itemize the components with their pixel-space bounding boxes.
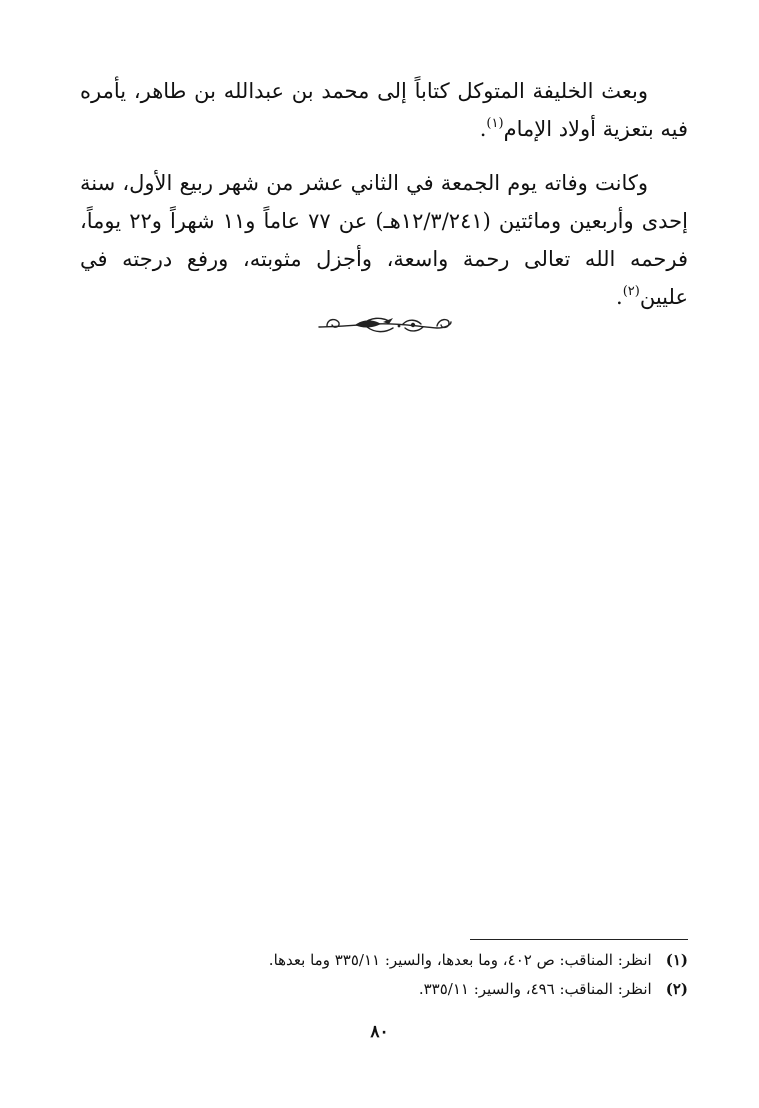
floral-divider-icon — [315, 312, 455, 338]
paragraph-2-end: . — [616, 285, 623, 309]
paragraph-2-text: وكانت وفاته يوم الجمعة في الثاني عشر من شهر ربيع الأول، سنة إحدى وأربعين ومائتين (١٢/٣/٢٤١هـ) عن ٧٧ عاماً و١١ شهراً و٢٢ يوماً، فرحمه الله تعالى رحمة واسعة، وأجزل مثوبته، ورفع درجته في عليين — [80, 171, 688, 309]
footnotes — [80, 946, 688, 1004]
paragraph-condolence — [80, 72, 688, 148]
footnote-1-text: انظر: المناقب: ص ٤٠٢، وما بعدها، والسير: ٣٣٥/١١ وما بعدها. — [268, 951, 652, 969]
footnote-1-number: (١) — [665, 951, 688, 969]
footnote-2-text: انظر: المناقب: ٤٩٦، والسير: ٣٣٥/١١. — [418, 980, 652, 998]
footnote-reference-1[interactable]: (١) — [486, 116, 504, 131]
footnote-separator — [470, 939, 688, 940]
paragraph-1-text: وبعث الخليفة المتوكل كتاباً إلى محمد بن عبدالله بن طاهر، يأمره فيه بتعزية أولاد الإمام — [80, 79, 688, 141]
footnote-2 — [80, 975, 688, 1004]
paragraph-death-date — [80, 164, 688, 316]
footnote-reference-2[interactable]: (٢) — [622, 284, 640, 299]
page-number: ٨٠ — [370, 1022, 389, 1042]
paragraph-1-end: . — [479, 117, 487, 141]
footnote-2-number: (٢) — [665, 980, 688, 998]
footnote-1 — [80, 946, 688, 975]
main-text — [80, 72, 688, 316]
